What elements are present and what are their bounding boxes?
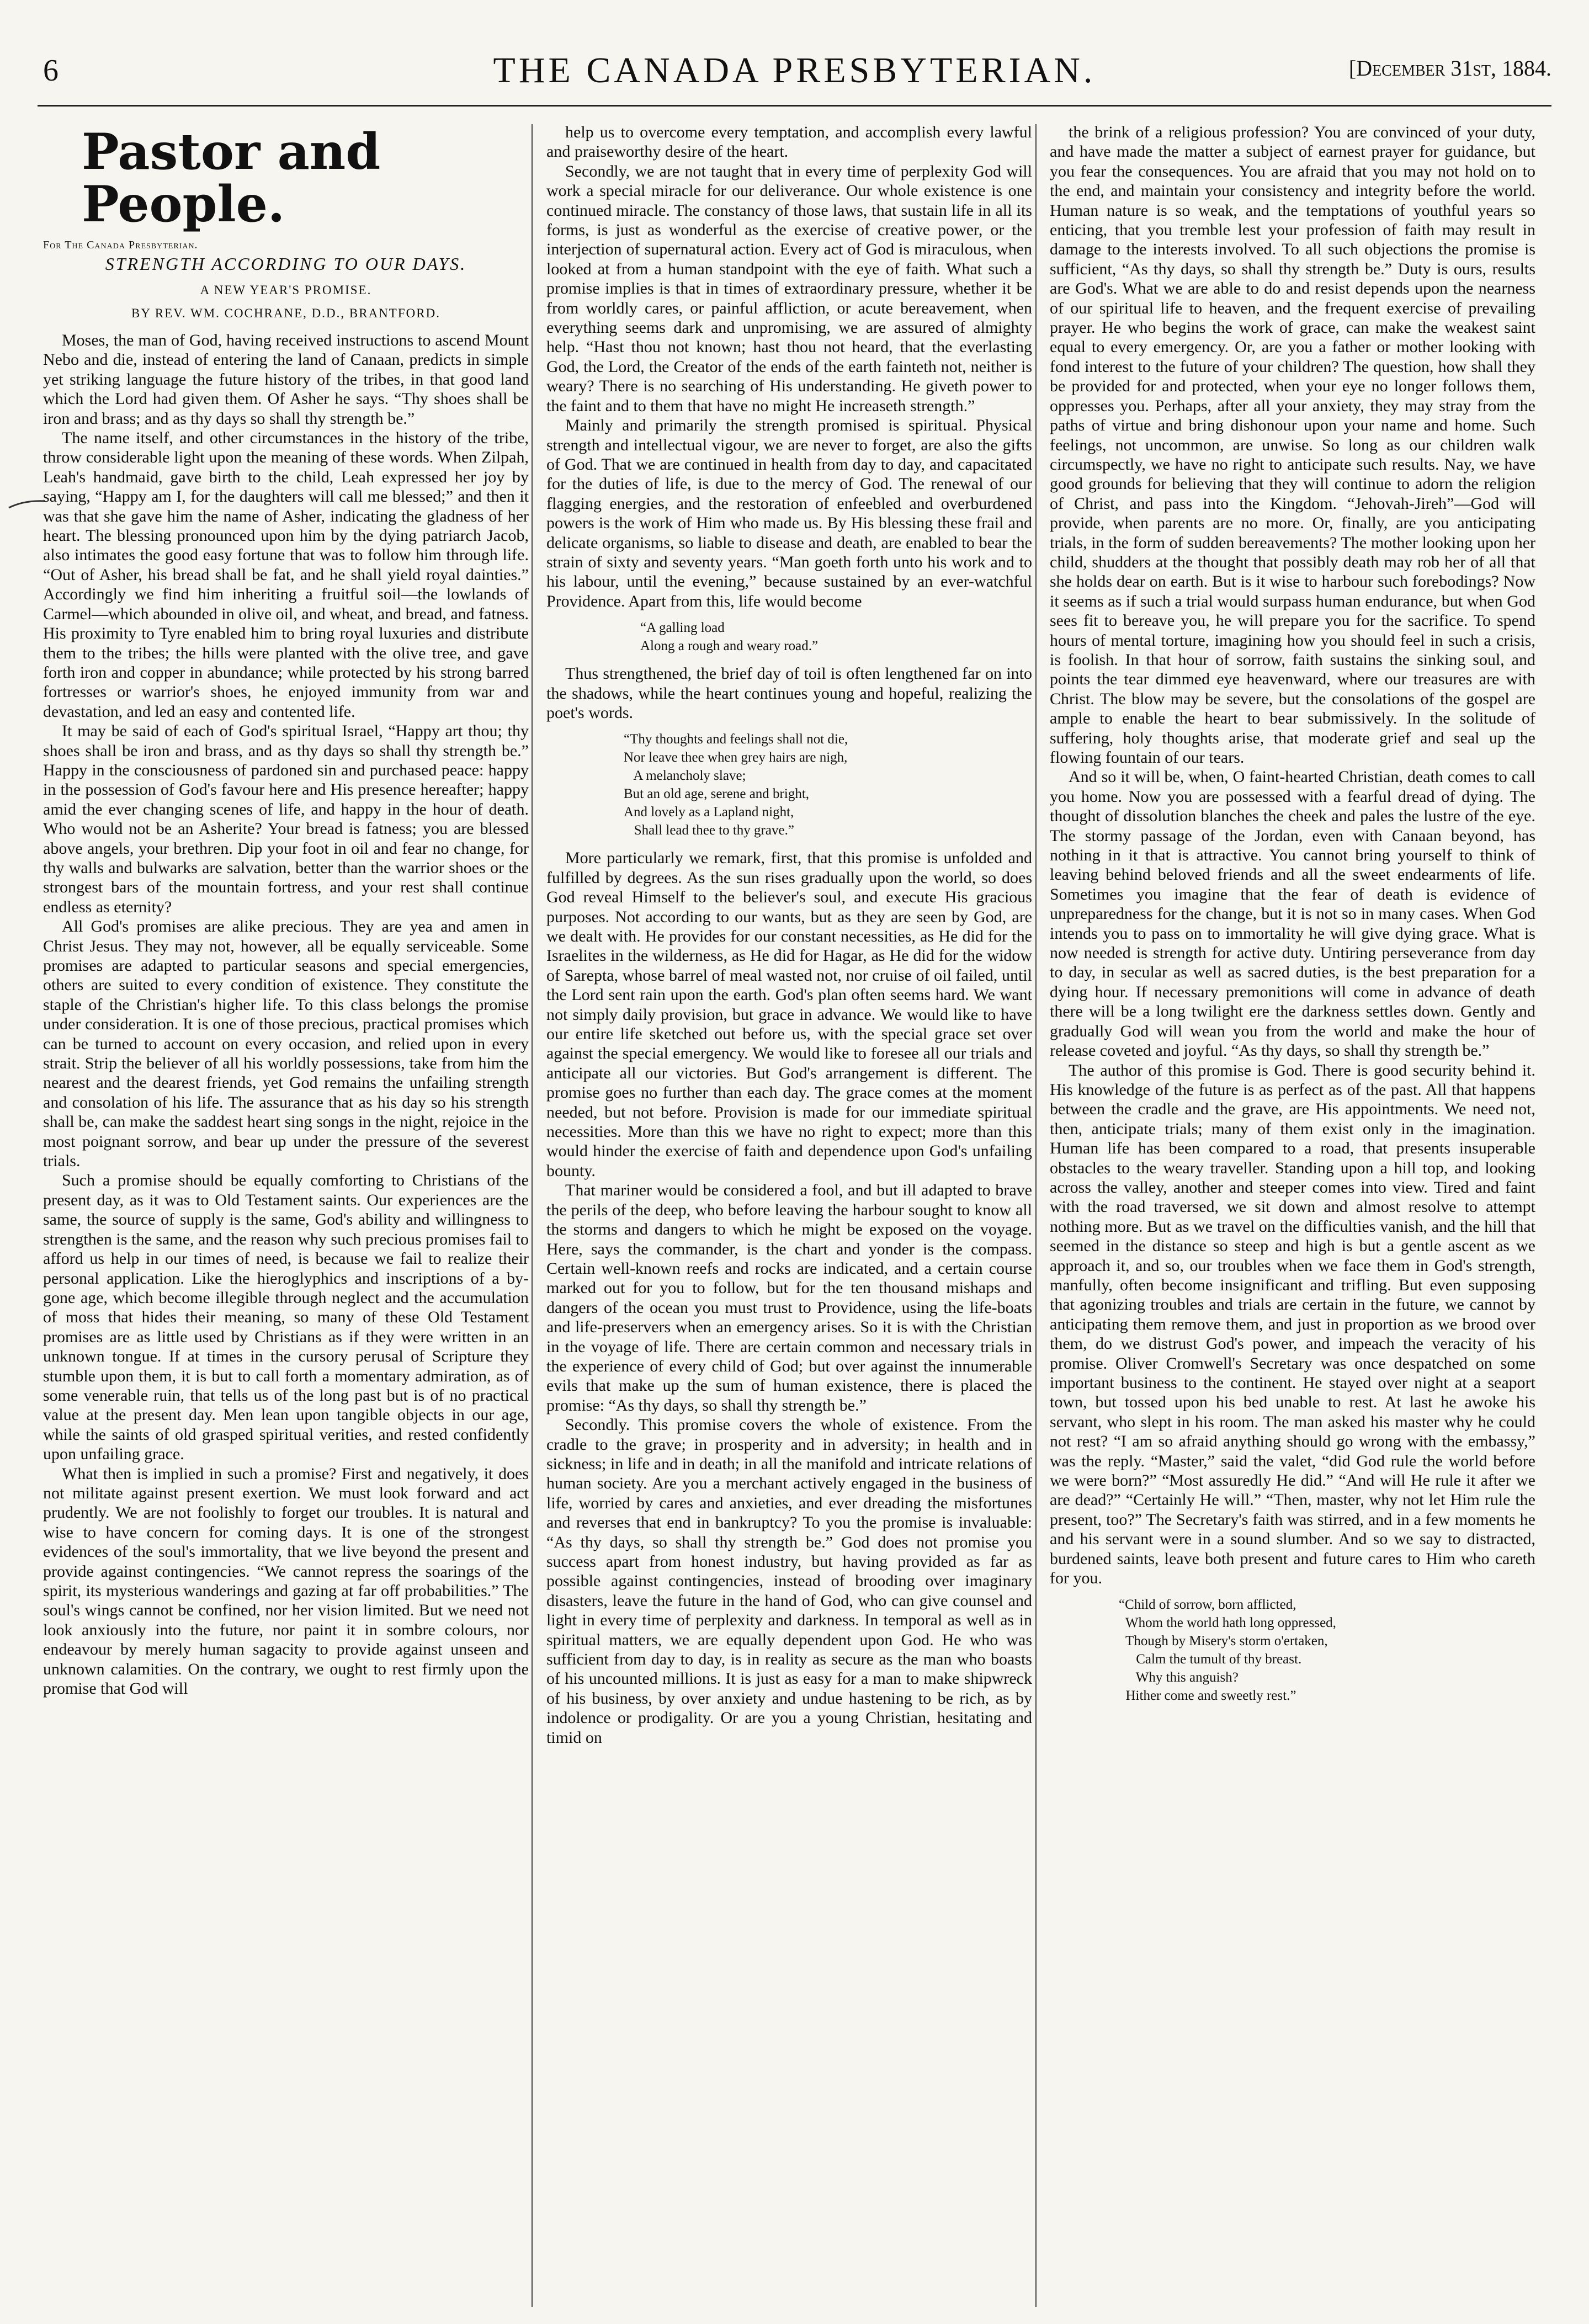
verse-line: But an old age, serene and bright,: [624, 786, 810, 802]
verse-line: Whom the world hath long oppressed,: [1119, 1615, 1336, 1631]
paragraph: Secondly. This promise covers the whole of existence. From the cradle to the grave; in prosperity and in adversity; in health and in sickness; in life and in death; in all the manifold and intricate relations of human society. Are you a merchant actively engaged in the business of life, worried by cares and anxieties, and ever dreading the misfortunes and reverses that end in bankruptcy? To you the promise is invaluable: “As thy days, so shall thy strength be.” God does not promise you success apart from honest industry, but having provided as far as possible against contingencies, instead of brooding over imaginary disasters, leave the future in the hand of God, who can give counsel and light in every time of perplexity and darkness. In temporal as well as in spiritual matters, we are equally dependent upon God. He who was sufficient from day to day, is in reality as secure as the man who boasts of his uncounted millions. It is just as easy for a man to make shipwreck of his business, by over anxiety and undue hastening to be rich, as by indolence or prodigality. Or are you a young Christian, hesitating and timid on: [546, 1416, 1032, 1747]
paragraph: The author of this promise is God. There is good security behind it. His knowledge of the future is as perfect as of the past. All that happens between the cradle and the grave, are His appointments. We need not, then, anticipate trials; many of them exist only in the imagination. Human life has been compared to a road, that presents insuperable obstacles to the weary traveller. Standing upon a hill top, and looking across the valley, another and steeper comes into view. Tired and faint with the road traversed, we sit down and almost resolve to attempt nothing more. But as we travel on the difficulties vanish, and the hill that seemed in the distance so steep and high is but a gentle ascent as we approach it, and so, our troubles when we face them in God's strength, manfully, often become insignificant and trifling. But even supposing that agonizing troubles and trials are certain in the future, we cannot by anticipating them remove them, and just in proportion as we brood over them, do we distrust God's power, and impeach the veracity of his promise. Oliver Cromwell's Secretary was once despatched on some important business to the continent. He stayed over night at a seaport town, but tossed upon his bed unable to rest. At last he awoke his servant, who slept in his room. The man asked his master why he could not rest? “I am so afraid anything should go wrong with the embassy,” was the reply. “Master,” said the valet, “did God rule the world before we were born?” “Most assuredly He did.” “And will He rule it after we are dead?” “Certainly He will.” “Then, master, why not let Him rule the present, too?” The Secretary's faith was stirred, and in a few moments he and his servant were in a sound slumber. And so we say to distracted, burdened saints, leave both present and future cares to Him who careth for you.: [1050, 1061, 1535, 1588]
newspaper-title: THE CANADA PRESBYTERIAN.: [493, 50, 1096, 91]
header-rule: [38, 105, 1551, 107]
verse-line: “A galling load: [640, 620, 725, 636]
verse-line: Hither come and sweetly rest.”: [1119, 1688, 1296, 1704]
column-3: [1050, 123, 1535, 2176]
column-2-text-b: [546, 664, 1032, 722]
paragraph: Such a promise should be equally comforting to Christians of the present day, as it was to Old Testament saints. Our experiences are the same, the source of supply is the same, God's ability and willingness to strengthen is the same, and the reason why such precious promises fail to afford us help in our times of need, is because we fail to realize their personal application. Like the hieroglyphics and inscriptions of a by-gone age, which become illegible through neglect and the accumulation of moss that hides their meaning, so many of these Old Testament promises are as little used by Christians as if they were written in an unknown tongue. If at times in the cursory perusal of Scripture they stumble upon them, it is but to call forth a momentary admiration, as of some venerable ruin, that tells us of the long past but is of no practical value at the present day. Men lean upon tangible objects in our age, while the saints of old grasped spiritual verities, and rested confidently upon unfailing grace.: [43, 1171, 529, 1464]
paragraph: Mainly and primarily the strength promised is spiritual. Physical strength and intellectual vigour, we are never to forget, are also the gifts of God. That we are continued in health from day to day, and capacitated for the duties of life, is due to the mercy of God. The renewal of our flagging energies, and the restoration of enfeebled and overburdened powers is the work of Him who made us. By His blessing these frail and delicate organisms, so liable to disease and death, are enabled to bear the strain of sixty and seventy years. “Man goeth forth unto his work and to his labour, until the evening,” because sustained by an ever-watchful Providence. Apart from this, life would become: [546, 416, 1032, 610]
margin-pencil-mark: [8, 497, 46, 512]
paragraph: Secondly, we are not taught that in every time of perplexity God will work a special miracle for our deliverance. Our whole existence is one continued miracle. The constancy of those laws, that sustain life in all its forms, is just as wonderful as the exercise of creative power, or the interjection of supernatural action. Every act of God is miraculous, when looked at from a human standpoint with the eye of faith. What such a promise implies is that in times of extraordinary pressure, whether it be from worldly cares, or painful affliction, or acute bereavement, when everything seems dark and unpromising, we are assured of almighty help. “Hast thou not known; hast thou not heard, that the everlasting God, the Lord, the Creator of the ends of the earth fainteth not, neither is weary? There is no searching of His understanding. He giveth power to the faint and to them that have no might He increaseth strength.”: [546, 162, 1032, 415]
page-number: 6: [43, 54, 59, 88]
paragraph: It may be said of each of God's spiritual Israel, “Happy art thou; thy shoes shall be iron and brass, and as thy days so shall thy strength be.” Happy in the consciousness of pardoned sin and purchased peace: happy in the possession of God's favour here and His presence hereafter; happy amid the ever changing scenes of life, and happy in the hour of death. Who would not be an Asherite? Your bread is fatness; you are blessed above angels, your brethren. Dip your foot in oil and fear no change, for thy walls and bulwarks are salvation, better than the warrior shoes or the strongest bars of the mountain fortress, and your rest shall continue endless as eternity?: [43, 722, 529, 916]
column-1: [43, 123, 529, 2309]
verse-line: Shall lead thee to thy grave.”: [624, 823, 794, 838]
column-2-text-c: [546, 848, 1032, 1747]
verse-line: Calm the tumult of thy breast.: [1119, 1652, 1302, 1667]
verse-line: Though by Misery's storm o'ertaken,: [1119, 1634, 1328, 1649]
closing-hymn: [1050, 1596, 1535, 1705]
paragraph: the brink of a religious profession? You are convinced of your duty, and have made the matter a subject of earnest prayer for guidance, but you fear the consequences. You are afraid that you may not hold on to the end, and maintain your consistency and integrity before the world. Human nature is so weak, and the temptations of youthful years so enticing, that you tremble lest your profession of faith may result in damage to the interests involved. To all such objections the promise is sufficient, “As thy days, so shall thy strength be.” Duty is ours, results are God's. What we are able to do and resist depends upon the nearness of our spiritual life to heaven, and the frequent exercise of prevailing prayer. He who begins the work of grace, can make the weakest saint equal to every emergency. Or, are you a father or mother looking with fond interest to the future of your children? The question, how shall they be provided for and protected, when your eye no longer follows them, oppresses you. Perhaps, after all your anxiety, they may stray from the paths of virtue and bring dishonour upon your name and home. Such feelings, not uncommon, are unwise. So long as our children walk circumspectly, we have no right to anticipate such results. Nay, we have good grounds for believing that they will continue to adorn the religion of Christ, and pass into the Kingdom. “Jehovah-Jireh”—God will provide, when parents are no more. Or, finally, are you anticipating trials, in the form of sudden bereavements? The mother looking upon her child, shudders at the thought that possibly death may rob her of all that she holds dear on earth. But is it wise to harbour such forebodings? Now it seems as if such a trial would surpass human endurance, but when God sees fit to bereave you, he will prepare you for the sacrifice. To spend hours of mental torture, imagining how you should feel in such a crisis, is foolish. In that hour of sorrow, faith sustains the sinking soul, and points the tear dimmed eye heavenward, where our treasures are with Christ. The blow may be severe, but the consolations of the gospel are ample to enable the heart to bear submissively. In the solitude of suffering, holy thoughts arise, that moderate grief and seal up the flowing fountain of our tears.: [1050, 123, 1535, 767]
paragraph: All God's promises are alike precious. They are yea and amen in Christ Jesus. They may not, however, all be equally serviceable. Some promises are adapted to particular seasons and special emergencies, others are suited to every condition of existence. They constitute the staple of the Christian's higher life. To this class belongs the promise under consideration. It is one of those precious, practical promises which can be turned to account on every occasion, and relied upon in every strait. Strip the believer of all his worldly possessions, take from him the nearest and the dearest friends, yet God remains the unfailing strength and consolation of his life. The assurance that as his day so his strength shall be, can make the saddest heart sing songs in the night, rejoice in the most poignant sorrow, and bear up under the pressure of the severest trials.: [43, 917, 529, 1171]
paragraph: What then is implied in such a promise? First and negatively, it does not militate against present exertion. We must look forward and act prudently. We are not foolishly to forget our troubles. It is natural and wise to have concern for coming days. It is one of the strongest evidences of the soul's immortality, that we live beyond the present and provide against contingencies. “We cannot repress the soarings of the spirit, its mysterious wanderings and gazing at far off probabilities.” The soul's wings cannot be confined, nor her vision limited. But we need not look anxiously into the future, nor paint it in sombre colours, nor endeavour by merely human sagacity to provide against unseen and unknown calamities. On the contrary, we ought to rest firmly upon the promise that God will: [43, 1464, 529, 1698]
verse-line: Along a rough and weary road.”: [640, 639, 819, 654]
column-divider: [1035, 124, 1037, 2307]
column-3-text: [1050, 123, 1535, 1588]
column-2: [546, 123, 1032, 2305]
article-title: STRENGTH ACCORDING TO OUR DAYS.: [105, 254, 467, 274]
verse-line: Why this anguish?: [1119, 1670, 1239, 1685]
paragraph: help us to overcome every temptation, and accomplish every lawful and praiseworthy desire of the heart.: [546, 123, 1032, 161]
paragraph: Moses, the man of God, having received instructions to ascend Mount Nebo and die, instead of entering the land of Canaan, predicts in simple yet striking language the future history of the tribes, in that good land which the Lord had given them. Of Asher he says. “Thy shoes shall be iron and brass; and as thy days so shall thy strength be.”: [43, 331, 529, 428]
verse-line: A melancholy slave;: [624, 768, 746, 784]
article-byline: BY REV. WM. COCHRANE, D.D., BRANTFORD.: [131, 306, 440, 320]
paragraph: And so it will be, when, O faint-hearted Christian, death comes to call you home. Now you are possessed with a fearful dread of dying. The thought of dissolution blanches the cheek and pales the lustre of the eye. The stormy passage of the Jordan, even with Canaan beyond, has nothing in it that is attractive. You cannot bring yourself to think of leaving behind beloved friends and all the sweet endearments of life. Sometimes you imagine that the fear of death is evidence of unpreparedness for the change, but it is not so in many cases. When God intends you to pass on to immortality he will give dying grace. What is now needed is strength for active duty. Untiring perseverance from day to day, in secular as well as sacred duties, is the best preparation for a dying hour. If necessary premonitions will come in advance of death there will be a long twilight ere the darkness settles down. Gently and gradually God will wean you from the world and make the hour of release coveted and joyful. “As thy days, so shall thy strength be.”: [1050, 768, 1535, 1060]
column-1-text: [43, 331, 529, 1698]
verse-line: “Child of sorrow, born afflicted,: [1119, 1597, 1296, 1613]
issue-date: [December 31st, 1884.: [1348, 56, 1551, 81]
paragraph: More particularly we remark, first, that this promise is unfolded and fulfilled by degrees. As the sun rises gradually upon the world, so does God reveal Himself to the believer's soul, and execute His gracious purposes. Not according to our wants, but as they are seen by God, are we dealt with. He provides for our constant necessities, as He did for the Israelites in the wilderness, as He did for Hagar, as He did for the widow of Sarepta, whose barrel of meal wasted not, nor cruise of oil failed, until the Lord sent rain upon the earth. God's plan often seems hard. We want not simply daily provision, but grace in advance. We would like to have our entire life sketched out before us, with the special grace set over against the special emergency. We would like to foresee all our trials and anticipate all our victories. But God's arrangement is different. The promise goes no further than each day. The grace comes at the moment needed, but not before. Provision is made for our immediate spiritual necessities. More than this we have no right to expect; more than this would hinder the exercise of faith and dependence upon God's unfailing bounty.: [546, 849, 1032, 1180]
article-credit: For The Canada Presbyterian.: [43, 239, 198, 251]
verse-quote: [546, 619, 1032, 655]
masthead: [0, 0, 1589, 110]
article-subtitle: A NEW YEAR'S PROMISE.: [200, 283, 372, 297]
column-divider: [532, 124, 533, 2307]
paragraph: Thus strengthened, the brief day of toil is often lengthened far on into the shadows, while the heart continues young and hopeful, realizing the poet's words.: [546, 664, 1032, 722]
verse-quote: [546, 730, 1032, 839]
column-2-text-a: [546, 123, 1032, 611]
paragraph: The name itself, and other circumstances in the history of the tribe, throw considerable light upon the meaning of these words. When Zilpah, Leah's handmaid, gave birth to the child, Leah expressed her joy by saying, “Happy am I, for the daughters will call me blessed;” and then it was that she gave him the name of Asher, indicating the gladness of her heart. The blessing pronounced upon him by the dying patriarch Jacob, also intimates the good easy fortune that was to follow him through life. “Out of Asher, his bread shall be fat, and he shall yield royal dainties.” Accordingly we find him inheriting a fruitful soil—the lowlands of Carmel—which abounded in olive oil, and wheat, and bread, and fatness. His proximity to Tyre enabled him to bring royal luxuries and distribute them to the tribes; the hills were planted with the olive tree, and gave forth iron and copper in abundance; while protected by his strong barred fortresses or warrior's shoes, he enjoyed immunity from war and devastation, and led an easy and contented life.: [43, 429, 529, 721]
section-heading: Pastor and People.: [82, 123, 381, 233]
paragraph: That mariner would be considered a fool, and but ill adapted to brave the perils of the deep, who before leaving the harbour sought to know all the storms and dangers to which he might be exposed on the voyage. Here, says the commander, is the chart and yonder is the compass. Certain well-known reefs and rocks are indicated, and a certain course marked out for you to follow, but for the ten thousand mishaps and dangers of the ocean you must trust to Providence, using the life-boats and life-preservers when an emergency arises. So it is with the Christian in the voyage of life. There are certain common and necessary trials in the experience of every child of God; but over against the innumerable evils that make up the sum of human existence, there is placed the promise: “As thy days, so shall thy strength be.”: [546, 1181, 1032, 1414]
verse-line: Nor leave thee when grey hairs are nigh,: [624, 750, 848, 765]
verse-line: And lovely as a Lapland night,: [624, 805, 794, 820]
verse-line: “Thy thoughts and feelings shall not die,: [624, 732, 848, 747]
